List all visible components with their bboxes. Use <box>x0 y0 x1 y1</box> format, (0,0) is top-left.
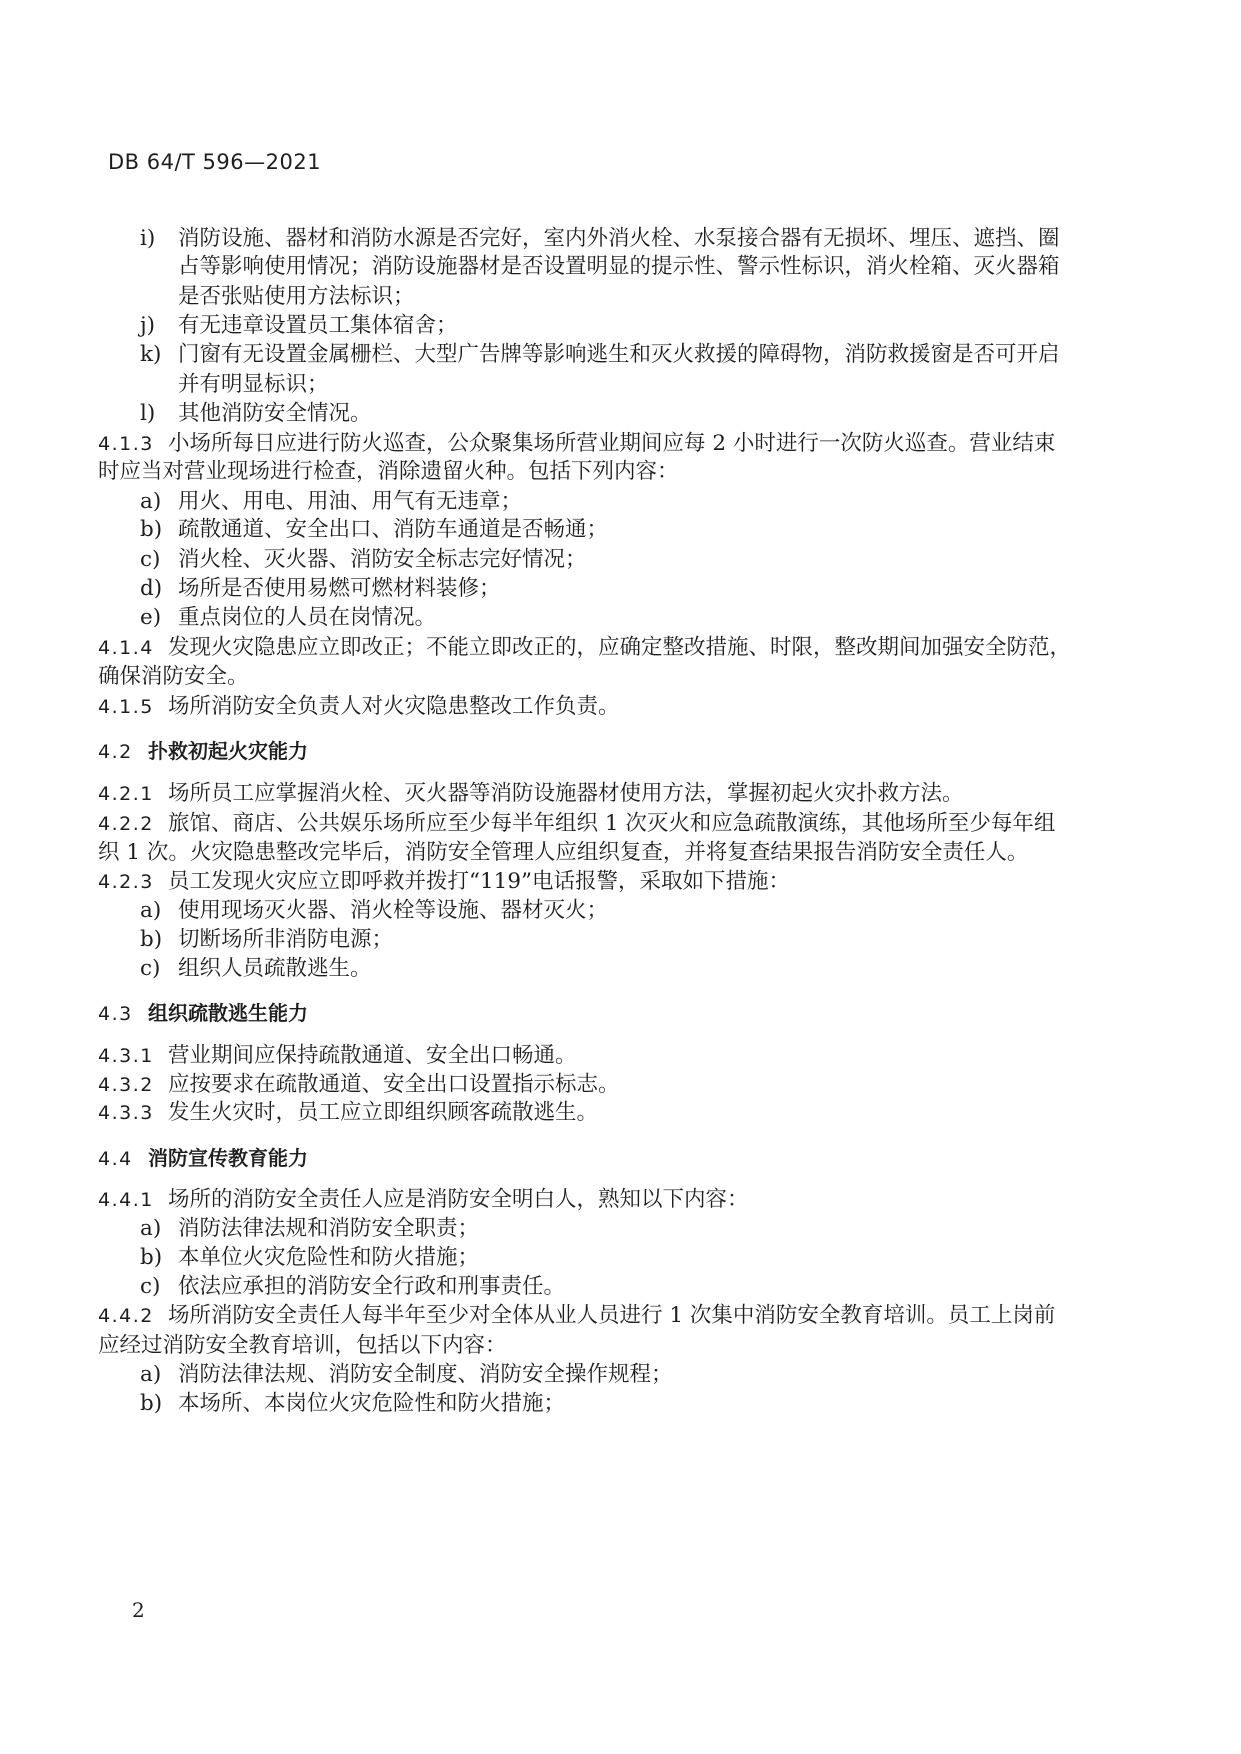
item-marker: 4.2.1 <box>98 783 154 805</box>
item-text: 发生火灾时，员工应立即组织顾客疏散逃生。 <box>168 1100 599 1125</box>
text-line <box>140 575 501 603</box>
text-line <box>98 868 790 896</box>
item-marker: 4.2.2 <box>98 813 154 835</box>
item-marker: e) <box>140 605 162 630</box>
item-marker: 4.4 <box>98 1148 133 1170</box>
item-marker: b) <box>140 1391 163 1416</box>
item-marker: a) <box>140 489 162 514</box>
item-text: 消防法律法规和消防安全职责； <box>178 1216 480 1241</box>
section-heading <box>98 1144 308 1173</box>
item-marker: b) <box>140 927 163 952</box>
item-marker: c) <box>140 956 161 981</box>
item-text: 有无违章设置员工集体宿舍； <box>178 313 458 338</box>
item-marker: 4.3 <box>98 1003 133 1025</box>
text-line <box>98 1332 507 1360</box>
text-line <box>140 1273 565 1301</box>
item-text: 应按要求在疏散通道、安全出口设置指示标志。 <box>168 1072 620 1097</box>
item-text: 占等影响使用情况；消防设施器材是否设置明显的提示性、警示性标识，消火栓箱、灭火器箱 <box>178 254 1060 279</box>
text-line <box>140 926 393 954</box>
item-text: 其他消防安全情况。 <box>178 401 372 426</box>
text-line <box>98 430 1055 458</box>
item-marker: j) <box>140 313 156 338</box>
text-line <box>98 458 679 486</box>
section-heading <box>98 999 308 1028</box>
text-line <box>140 897 608 925</box>
item-marker: c) <box>140 1274 161 1299</box>
item-marker: c) <box>140 547 161 572</box>
item-text: 员工发现火灾应立即呼救并拨打“119”电话报警，采取如下措施： <box>168 869 791 894</box>
item-text: 旅馆、商店、公共娱乐场所应至少每半年组织 1 次灭火和应急疏散演练，其他场所至少每年组 <box>168 811 1056 836</box>
item-text: 场所消防安全责任人每半年至少对全体从业人员进行 1 次集中消防安全教育培训。员工上岗前 <box>168 1303 1056 1328</box>
item-marker: a) <box>140 898 162 923</box>
text-line <box>98 1042 577 1070</box>
item-marker: 4.1.4 <box>98 637 154 659</box>
item-text: 发现火灾隐患应立即改正；不能立即改正的，应确定整改措施、时限，整改期间加强安全防范， <box>168 635 1072 660</box>
item-text: 组织疏散逃生能力 <box>148 1001 308 1025</box>
item-text: 组织人员疏散逃生。 <box>178 956 372 981</box>
item-text: 并有明显标识； <box>178 372 329 397</box>
item-text: 门窗有无设置金属栅栏、大型广告牌等影响逃生和灭火救援的障碍物，消防救援窗是否可开启 <box>178 342 1060 367</box>
text-line <box>140 546 587 574</box>
section-heading <box>98 737 308 766</box>
item-text: 场所是否使用易燃可燃材料装修； <box>178 576 501 601</box>
text-line <box>98 663 249 691</box>
item-text: 确保消防安全。 <box>98 664 249 689</box>
text-line <box>140 516 608 544</box>
item-text: 本场所、本岗位火灾危险性和防火措施； <box>178 1391 566 1416</box>
item-text: 消火栓、灭火器、消防安全标志完好情况； <box>178 547 587 572</box>
text-line <box>140 400 372 428</box>
text-line <box>140 225 1060 253</box>
text-line <box>98 634 1071 662</box>
item-text: 本单位火灾危险性和防火措施； <box>178 1245 480 1270</box>
page-number: 2 <box>132 1598 145 1622</box>
item-marker: k) <box>140 342 162 367</box>
text-line <box>140 604 436 632</box>
item-marker: 4.3.2 <box>98 1074 154 1096</box>
text-line <box>98 1071 620 1099</box>
text-line <box>98 780 964 808</box>
text-line <box>140 312 458 340</box>
item-text: 消防宣传教育能力 <box>148 1146 308 1170</box>
item-text: 疏散通道、安全出口、消防车通道是否畅通； <box>178 517 609 542</box>
text-line <box>98 693 620 721</box>
text-line <box>98 810 1055 838</box>
item-text: 扑救初起火灾能力 <box>148 739 308 763</box>
text-line <box>140 1361 673 1389</box>
text-line <box>178 371 329 399</box>
text-line <box>140 1215 479 1243</box>
text-line <box>140 955 372 983</box>
item-marker: 4.1.5 <box>98 696 154 718</box>
text-line <box>178 253 1060 281</box>
item-text: 营业期间应保持疏散通道、安全出口畅通。 <box>168 1043 577 1068</box>
text-line <box>178 283 415 311</box>
standard-code-header: DB 64/T 596—2021 <box>108 150 322 174</box>
item-text: 消防设施、器材和消防水源是否完好，室内外消火栓、水泵接合器有无损坏、埋压、遮挡、圈 <box>178 226 1060 251</box>
item-marker: a) <box>140 1216 162 1241</box>
item-text: 场所消防安全负责人对火灾隐患整改工作负责。 <box>168 694 620 719</box>
text-line <box>98 1302 1055 1330</box>
item-marker: 4.1.3 <box>98 433 154 455</box>
item-text: 消防法律法规、消防安全制度、消防安全操作规程； <box>178 1362 673 1387</box>
item-marker: 4.4.1 <box>98 1189 154 1211</box>
item-text: 织 1 次。火灾隐患整改完毕后，消防安全管理人应组织复查，并将复查结果报告消防安全责任人。 <box>98 840 1029 865</box>
item-marker: 4.3.3 <box>98 1102 154 1124</box>
item-marker: 4.3.1 <box>98 1045 154 1067</box>
item-text: 时应当对营业现场进行检查，消除遗留火种。包括下列内容： <box>98 459 679 484</box>
item-marker: b) <box>140 517 163 542</box>
text-line <box>140 1390 565 1418</box>
item-text: 重点岗位的人员在岗情况。 <box>178 605 437 630</box>
item-text: 依法应承担的消防安全行政和刑事责任。 <box>178 1274 566 1299</box>
item-text: 切断场所非消防电源； <box>178 927 394 952</box>
text-line <box>98 1186 749 1214</box>
text-line <box>98 1099 598 1127</box>
item-marker: 4.2.3 <box>98 871 154 893</box>
text-line <box>140 1244 479 1272</box>
text-line <box>98 839 1028 867</box>
item-text: 小场所每日应进行防火巡查，公众聚集场所营业期间应每 2 小时进行一次防火巡查。营业结束 <box>168 431 1056 456</box>
item-text: 是否张贴使用方法标识； <box>178 284 415 309</box>
item-marker: d) <box>140 576 163 601</box>
text-line <box>140 488 522 516</box>
item-marker: b) <box>140 1245 163 1270</box>
item-text: 应经过消防安全教育培训，包括以下内容： <box>98 1333 507 1358</box>
item-marker: 4.2 <box>98 741 133 763</box>
item-text: 场所员工应掌握消火栓、灭火器等消防设施器材使用方法，掌握初起火灾扑救方法。 <box>168 781 964 806</box>
item-marker: l) <box>140 401 156 426</box>
text-line <box>140 341 1060 369</box>
item-text: 使用现场灭火器、消火栓等设施、器材灭火； <box>178 898 609 923</box>
item-marker: i) <box>140 226 156 251</box>
item-text: 用火、用电、用油、用气有无违章； <box>178 489 523 514</box>
item-text: 场所的消防安全责任人应是消防安全明白人，熟知以下内容： <box>168 1187 749 1212</box>
item-marker: 4.4.2 <box>98 1305 154 1327</box>
item-marker: a) <box>140 1362 162 1387</box>
